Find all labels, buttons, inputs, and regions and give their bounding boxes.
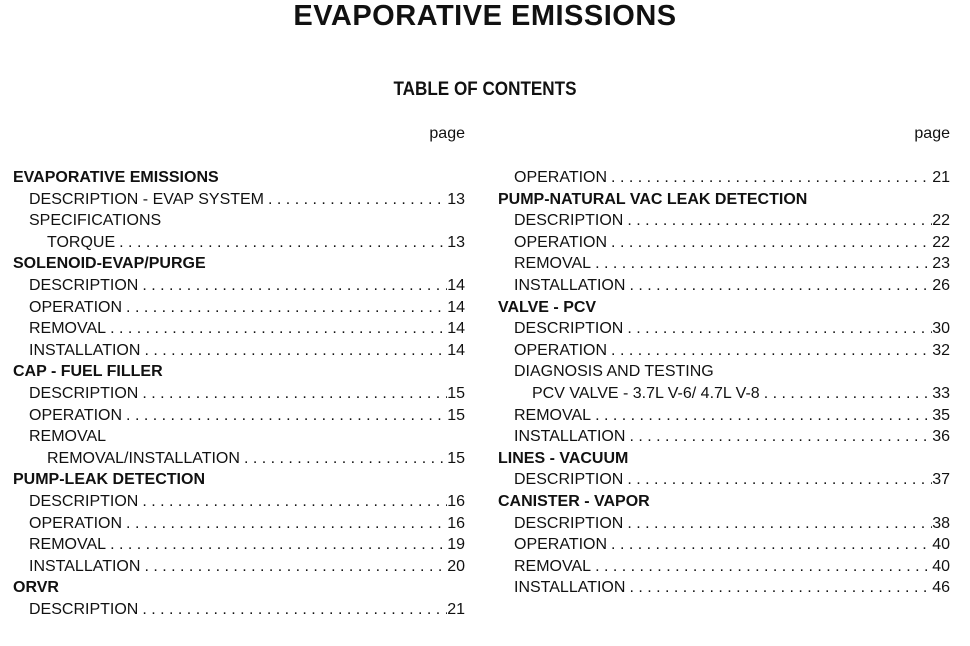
toc-entry [498,167,950,189]
toc-page-number: 36 [932,428,950,446]
toc-entry [498,556,950,578]
toc-entry-label: INSTALLATION [514,579,626,597]
dot-leader [138,491,447,513]
toc-page-number: 16 [447,492,465,510]
toc-entry [13,448,465,470]
dot-leader [607,167,932,189]
toc-entry-label: OPERATION [514,233,608,251]
toc-entry-label: OPERATION [29,298,123,316]
toc-section-heading [498,297,950,319]
dot-leader [122,405,447,427]
toc-page-number: 21 [932,169,950,186]
dot-leader [607,340,932,362]
page-column-header: page [914,125,950,142]
toc-entry [13,405,465,427]
toc-entry [498,232,950,254]
dot-leader [106,318,447,340]
toc-entry [498,405,950,427]
toc-entry-label: CAP - FUEL FILLER [13,363,163,381]
toc-page-number: 20 [447,557,465,575]
toc-entry [498,275,950,297]
toc-entry-label: EVAPORATIVE EMISSIONS [13,169,219,186]
toc-entry-label: DESCRIPTION [514,320,624,338]
toc-entry-label: INSTALLATION [29,557,141,575]
toc-entry-label: LINES - VACUUM [498,449,629,467]
toc-page-number: 32 [932,341,950,359]
toc-entry-label: REMOVAL [514,255,592,273]
toc-entry-label: INSTALLATION [29,341,141,359]
toc-section-heading [13,469,465,491]
toc-page-number: 33 [932,384,950,402]
toc-entry [13,491,465,513]
toc-section-heading [498,448,950,470]
toc-section-heading [498,189,950,211]
toc-entry [498,469,950,491]
toc-page-number: 38 [932,514,950,532]
toc-page-number: 26 [932,276,950,294]
toc-entry-label: INSTALLATION [514,428,626,446]
toc-page-number: 40 [932,557,950,575]
toc-entry-label: INSTALLATION [514,276,626,294]
dot-leader [623,469,932,491]
dot-leader [625,275,932,297]
toc-entry [13,426,465,448]
toc-entry-label: SPECIFICATIONS [29,212,162,230]
toc-entry-label: OPERATION [514,169,608,186]
toc-entry [498,534,950,556]
toc-entry-label: DESCRIPTION [514,514,624,532]
toc-page-number: 15 [447,449,465,467]
toc-entry-label: PCV VALVE - 3.7L V-6/ 4.7L V-8 [532,384,760,402]
toc-entry [498,361,950,383]
toc-page-number: 21 [447,600,465,618]
toc-section-heading [13,253,465,275]
toc-entry-label: VALVE - PCV [498,298,597,316]
toc-section-heading [13,167,465,189]
toc-entry-label: OPERATION [29,514,123,532]
toc-entry-label: DIAGNOSIS AND TESTING [514,363,714,381]
toc-entry-label: TORQUE [47,233,116,251]
toc-page-number: 13 [447,190,465,208]
toc-right-column [498,122,950,599]
toc-entry [498,426,950,448]
dot-leader [240,448,447,470]
toc-entry-label: REMOVAL [29,428,107,446]
toc-page-number: 14 [447,298,465,316]
dot-leader [106,534,447,556]
dot-leader [625,426,932,448]
toc-entry [498,253,950,275]
toc-page-number: 13 [447,233,465,251]
page-column-header: page [429,125,465,142]
dot-leader [140,340,447,362]
toc-entry-label: OPERATION [29,406,123,424]
toc-page-number: 15 [447,384,465,402]
dot-leader [140,556,447,578]
toc-entry [498,318,950,340]
dot-leader [623,318,932,340]
toc-page-number: 14 [447,341,465,359]
toc-page-number: 23 [932,255,950,273]
dot-leader [591,405,932,427]
toc-entry [13,275,465,297]
dot-leader [138,383,447,405]
toc-page-number: 30 [932,320,950,338]
dot-leader [760,383,933,405]
dot-leader [625,577,932,599]
toc-entry [13,189,465,211]
toc-entry-label: PUMP-NATURAL VAC LEAK DETECTION [498,190,808,208]
dot-leader [138,275,447,297]
toc-entry-label: PUMP-LEAK DETECTION [13,471,205,489]
toc-entry [13,340,465,362]
toc-page-number: 46 [932,579,950,597]
toc-entry-label: SOLENOID-EVAP/PURGE [13,255,206,273]
toc-page-number: 19 [447,536,465,554]
toc-entry-label: REMOVAL [29,320,107,338]
toc-page-number: 37 [932,471,950,489]
toc-entry [13,383,465,405]
table-of-contents-heading: TABLE OF CONTENTS [393,79,577,100]
toc-page-number: 15 [447,406,465,424]
toc-section-heading [13,577,465,599]
dot-leader [623,210,932,232]
toc-entry-label: DESCRIPTION [29,384,139,402]
toc-left-column [13,122,465,620]
toc-section-heading [498,491,950,513]
toc-entry [13,556,465,578]
dot-leader [138,599,447,621]
toc-page-number: 35 [932,406,950,424]
toc-page-number: 22 [932,212,950,230]
dot-leader [122,513,447,535]
toc-left-entries [13,167,465,620]
toc-entry [13,599,465,621]
toc-entry-label: DESCRIPTION [29,492,139,510]
toc-entry [13,210,465,232]
toc-right-entries [498,167,950,599]
toc-entry-label: REMOVAL [514,557,592,575]
toc-entry [13,297,465,319]
toc-entry-label: OPERATION [514,341,608,359]
dot-leader [264,189,447,211]
toc-entry [498,383,950,405]
toc-entry [498,340,950,362]
toc-entry [498,577,950,599]
toc-entry [13,513,465,535]
toc-entry-label: DESCRIPTION [514,471,624,489]
toc-entry-label: DESCRIPTION [29,600,139,618]
dot-leader [591,253,932,275]
toc-section-heading [13,361,465,383]
toc-entry-label: DESCRIPTION [514,212,624,230]
toc-entry-label: ORVR [13,579,59,597]
toc-entry-label: REMOVAL [514,406,592,424]
toc-page-number: 40 [932,536,950,554]
toc-entry [13,318,465,340]
toc-entry [13,534,465,556]
toc-entry [13,232,465,254]
toc-page-number: 14 [447,320,465,338]
dot-leader [607,232,932,254]
toc-entry [498,210,950,232]
toc-entry-label: REMOVAL [29,536,107,554]
toc-entry-label: REMOVAL/INSTALLATION [47,449,240,467]
toc-entry-label: CANISTER - VAPOR [498,492,650,510]
dot-leader [623,513,932,535]
document-title: EVAPORATIVE EMISSIONS [293,0,677,32]
toc-entry-label: DESCRIPTION - EVAP SYSTEM [29,190,265,208]
dot-leader [607,534,932,556]
dot-leader [115,232,447,254]
toc-entry-label: DESCRIPTION [29,276,139,294]
toc-page-number: 14 [447,276,465,294]
toc-entry [498,513,950,535]
toc-entry-label: OPERATION [514,536,608,554]
dot-leader [591,556,932,578]
toc-page-number: 16 [447,514,465,532]
toc-page-number: 22 [932,233,950,251]
dot-leader [122,297,447,319]
